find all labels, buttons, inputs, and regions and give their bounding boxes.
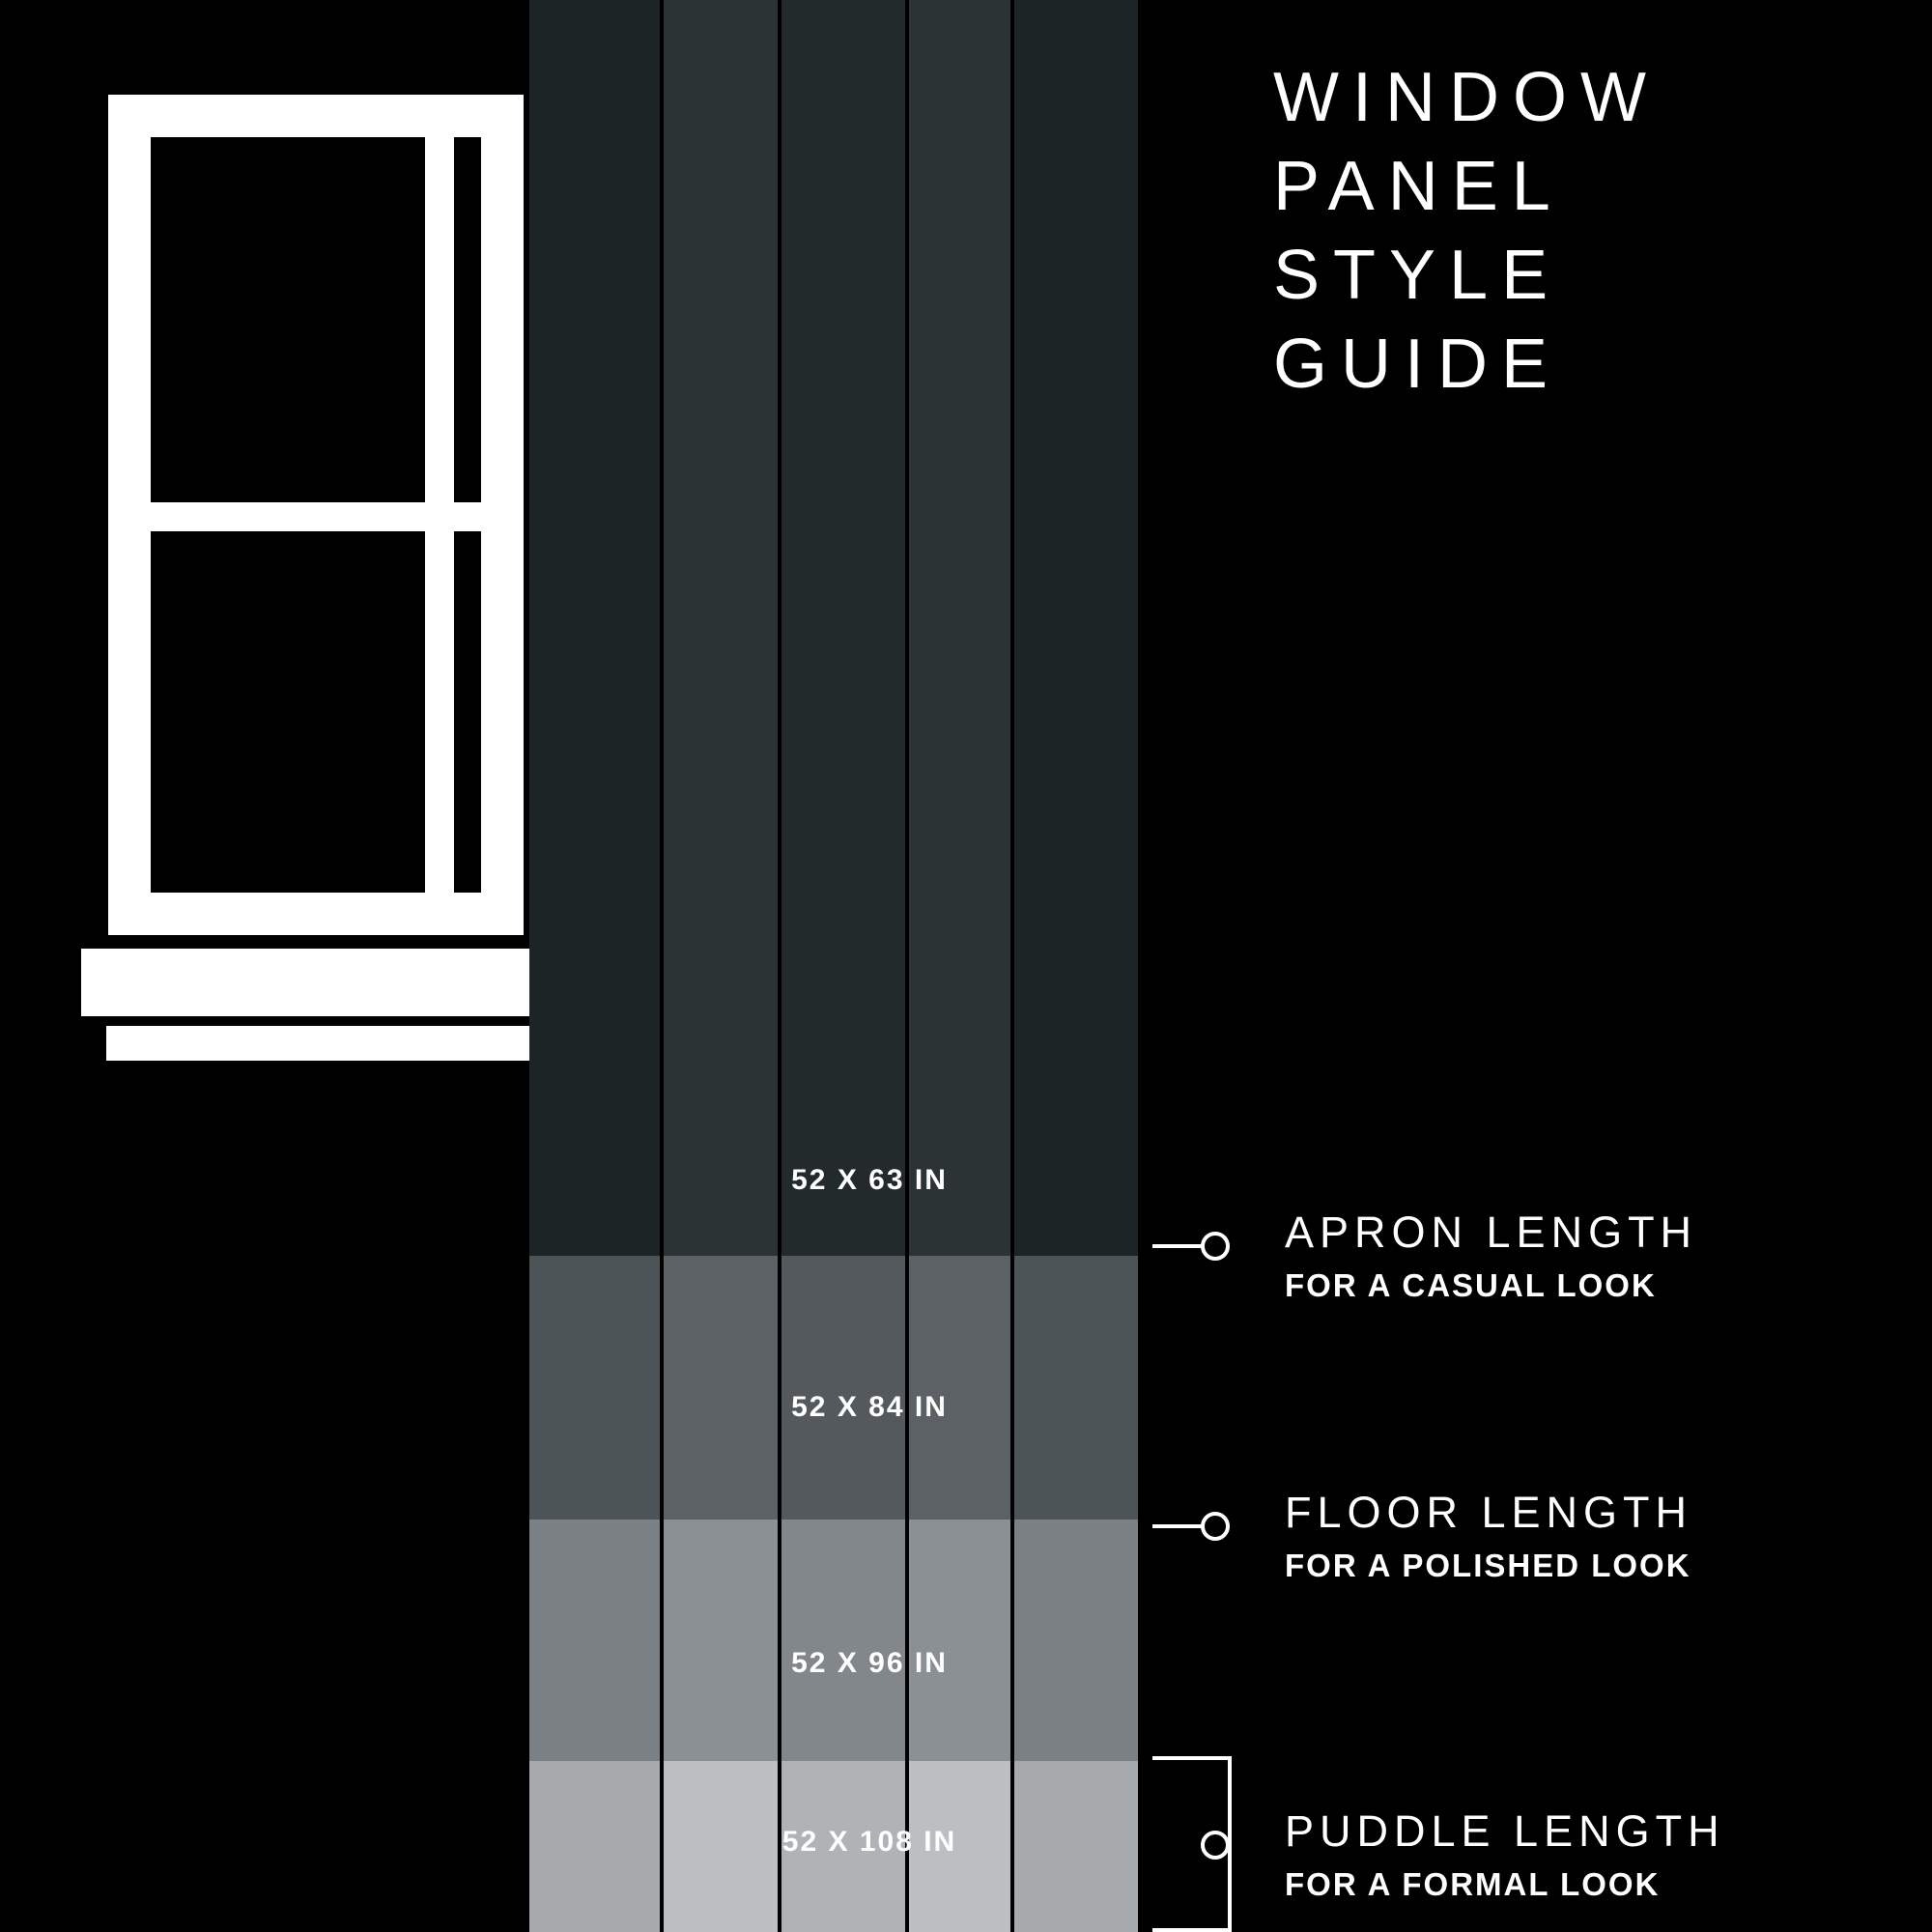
page-title-line-4: GUIDE [1273,326,1562,404]
page-title-line-2: PANEL [1273,148,1564,226]
callout-puddle-subtitle: FOR A FORMAL LOOK [1285,1866,1661,1902]
panel-1-tier-4 [529,1761,660,1932]
curtain-panel-5 [1014,0,1138,1932]
window-sill-upper [81,949,537,1016]
window-illustration [0,0,541,1082]
page-title-line-3: STYLE [1273,237,1562,315]
window-frame-top [108,95,524,137]
curtain-panel-group [529,0,1152,1932]
panel-3-tier-2b [781,1256,905,1520]
callout-puddle-title: PUDDLE LENGTH [1285,1806,1725,1856]
panel-5-tier-3 [1014,1520,1138,1761]
panel-1-tier-2 [529,1256,660,1520]
curtain-panel-3 [781,0,905,1932]
curtain-panel-4 [909,0,1010,1932]
callout-apron-leader-line [1152,1244,1203,1248]
curtain-panel-1 [529,0,660,1932]
panel-2-tier-2 [664,1256,778,1520]
panel-1-tier-3 [529,1520,660,1761]
page-title [1273,53,1911,410]
panel-5-tier-1 [1014,0,1138,1256]
callout-apron-dot [1201,1232,1230,1261]
callout-puddle-bracket-top [1152,1756,1232,1760]
window-frame-bottom [108,893,524,935]
callout-puddle-bracket-bottom [1152,1928,1232,1932]
size-label-84: 52 X 84 IN [791,1391,948,1423]
callout-floor-leader-line [1152,1524,1203,1528]
callout-apron-subtitle: FOR A CASUAL LOOK [1285,1267,1657,1303]
size-label-63: 52 X 63 IN [791,1164,948,1196]
panel-4-tier-3 [909,1520,1010,1761]
callout-floor-dot [1201,1512,1230,1541]
callout-floor-title: FLOOR LENGTH [1285,1488,1693,1537]
panel-3-tier-1 [781,0,905,1256]
panel-2-tier-3 [664,1520,778,1761]
callout-floor-subtitle: FOR A POLISHED LOOK [1285,1548,1691,1583]
panel-3-tier-3 [781,1520,905,1761]
size-label-96: 52 X 96 IN [791,1647,948,1679]
window-apron-lower [106,1026,537,1061]
panel-4-tier-2 [909,1256,1010,1520]
panel-5-tier-2 [1014,1256,1138,1520]
callout-puddle-dot [1201,1831,1230,1860]
callout-apron-title: APRON LENGTH [1285,1208,1698,1257]
panel-2-tier-1 [664,0,778,1256]
curtain-panel-2 [664,0,778,1932]
panel-4-tier-1 [909,0,1010,1256]
page-title-line-1: WINDOW [1273,59,1660,136]
window-mullion-horizontal [108,502,524,531]
panel-1-tier-1 [529,0,660,1256]
size-label-108: 52 X 108 IN [781,1826,957,1858]
